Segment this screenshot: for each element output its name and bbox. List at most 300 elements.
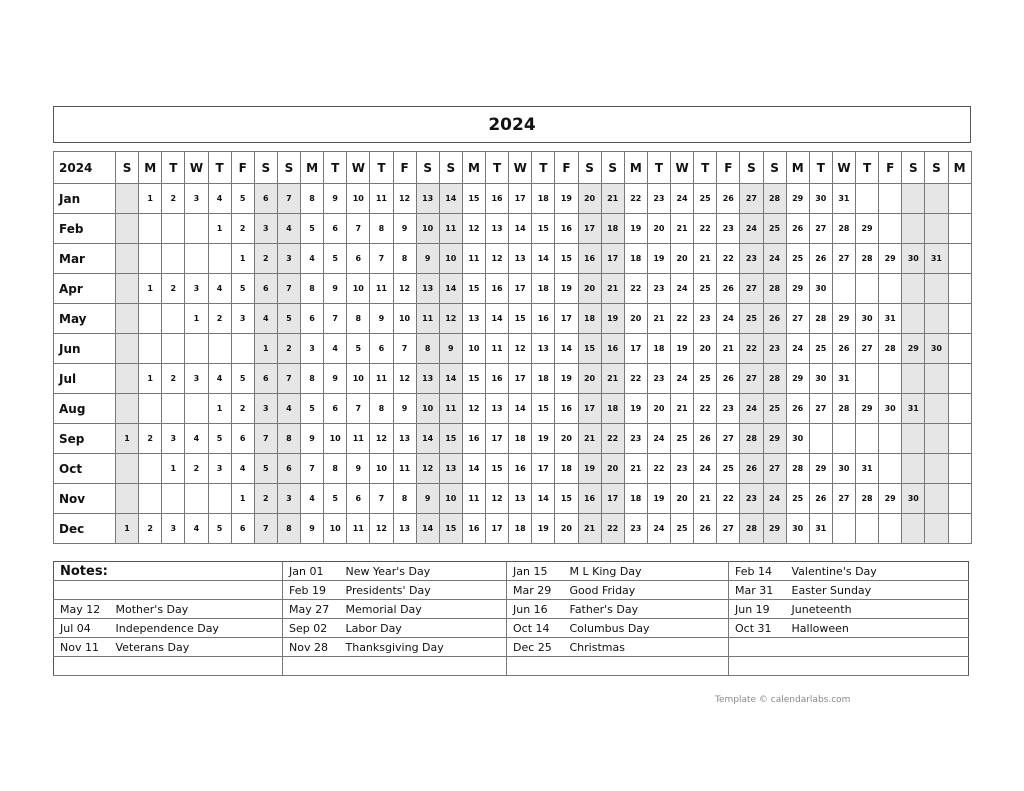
day-cell: 11: [393, 454, 416, 484]
weekday-header: T: [486, 152, 509, 184]
day-cell: 13: [439, 454, 462, 484]
holiday-date: Feb 14: [729, 562, 786, 581]
empty-cell: [902, 424, 925, 454]
day-cell: 19: [647, 484, 670, 514]
day-cell: 22: [694, 214, 717, 244]
day-cell: 20: [647, 394, 670, 424]
day-cell: 5: [301, 394, 324, 424]
day-cell: 15: [555, 484, 578, 514]
empty-note-cell: [786, 638, 969, 657]
day-cell: 11: [347, 514, 370, 544]
day-cell: 24: [763, 244, 786, 274]
day-cell: 4: [277, 394, 300, 424]
day-cell: 3: [208, 454, 231, 484]
day-cell: 19: [555, 364, 578, 394]
day-cell: 23: [624, 424, 647, 454]
holiday-notes-table: [53, 561, 969, 676]
weekday-header: T: [856, 152, 879, 184]
day-cell: 4: [254, 304, 277, 334]
empty-cell: [139, 484, 162, 514]
empty-cell: [139, 454, 162, 484]
day-cell: 11: [347, 424, 370, 454]
day-cell: 6: [277, 454, 300, 484]
empty-cell: [231, 334, 254, 364]
day-cell: 9: [324, 364, 347, 394]
day-cell: 18: [509, 424, 532, 454]
weekday-header: T: [370, 152, 393, 184]
day-cell: 25: [809, 334, 832, 364]
day-cell: 24: [717, 304, 740, 334]
day-cell: 7: [254, 424, 277, 454]
empty-cell: [856, 364, 879, 394]
day-cell: 8: [393, 484, 416, 514]
day-cell: 22: [740, 334, 763, 364]
holiday-name: Independence Day: [110, 619, 283, 638]
weekday-header: W: [832, 152, 855, 184]
day-cell: 29: [786, 184, 809, 214]
day-cell: 3: [301, 334, 324, 364]
weekday-header: S: [902, 152, 925, 184]
weekday-header: T: [324, 152, 347, 184]
day-cell: 27: [717, 424, 740, 454]
day-cell: 16: [532, 304, 555, 334]
day-cell: 8: [393, 244, 416, 274]
day-cell: 25: [694, 274, 717, 304]
empty-cell: [879, 424, 902, 454]
day-cell: 7: [370, 484, 393, 514]
day-cell: 13: [509, 244, 532, 274]
day-cell: 23: [647, 274, 670, 304]
day-cell: 28: [763, 184, 786, 214]
day-cell: 3: [162, 514, 185, 544]
empty-cell: [948, 394, 971, 424]
day-cell: 5: [231, 184, 254, 214]
day-cell: 14: [462, 454, 485, 484]
empty-cell: [948, 364, 971, 394]
empty-cell: [162, 304, 185, 334]
day-cell: 25: [786, 244, 809, 274]
day-cell: 29: [763, 424, 786, 454]
day-cell: 16: [509, 454, 532, 484]
day-cell: 27: [717, 514, 740, 544]
day-cell: 17: [509, 364, 532, 394]
empty-cell: [925, 514, 948, 544]
day-cell: 1: [139, 364, 162, 394]
holiday-name: Father's Day: [564, 600, 729, 619]
day-cell: 23: [740, 244, 763, 274]
empty-cell: [116, 364, 139, 394]
day-cell: 25: [740, 304, 763, 334]
notes-row: [54, 657, 969, 676]
day-cell: 7: [324, 304, 347, 334]
day-cell: 24: [763, 484, 786, 514]
weekday-header: M: [786, 152, 809, 184]
weekday-header: S: [416, 152, 439, 184]
day-cell: 21: [671, 214, 694, 244]
empty-cell: [948, 454, 971, 484]
day-cell: 26: [694, 514, 717, 544]
day-cell: 8: [301, 274, 324, 304]
empty-note-cell: [54, 657, 110, 676]
day-cell: 6: [254, 184, 277, 214]
day-cell: 21: [694, 244, 717, 274]
day-cell: 22: [624, 364, 647, 394]
empty-cell: [162, 394, 185, 424]
day-cell: 1: [231, 244, 254, 274]
day-cell: 2: [277, 334, 300, 364]
day-cell: 24: [694, 454, 717, 484]
day-cell: 1: [231, 484, 254, 514]
empty-cell: [208, 244, 231, 274]
holiday-date: Mar 31: [729, 581, 786, 600]
day-cell: 24: [786, 334, 809, 364]
day-cell: 3: [231, 304, 254, 334]
notes-row: [54, 581, 969, 600]
empty-cell: [208, 484, 231, 514]
day-cell: 12: [393, 184, 416, 214]
day-cell: 21: [624, 454, 647, 484]
day-cell: 14: [509, 394, 532, 424]
day-cell: 16: [486, 274, 509, 304]
day-cell: 4: [277, 214, 300, 244]
day-cell: 3: [185, 364, 208, 394]
day-cell: 29: [902, 334, 925, 364]
day-cell: 11: [370, 184, 393, 214]
day-cell: 11: [370, 274, 393, 304]
day-cell: 25: [763, 394, 786, 424]
day-cell: 25: [694, 364, 717, 394]
day-cell: 16: [601, 334, 624, 364]
empty-cell: [948, 334, 971, 364]
day-cell: 4: [185, 424, 208, 454]
empty-cell: [116, 304, 139, 334]
weekday-header: S: [254, 152, 277, 184]
empty-cell: [856, 514, 879, 544]
day-cell: 18: [578, 304, 601, 334]
empty-cell: [116, 394, 139, 424]
weekday-header: T: [208, 152, 231, 184]
day-cell: 4: [185, 514, 208, 544]
year-calendar-grid: [53, 151, 972, 544]
day-cell: 19: [647, 244, 670, 274]
day-cell: 14: [416, 424, 439, 454]
day-cell: 1: [116, 514, 139, 544]
day-cell: 18: [532, 364, 555, 394]
day-cell: 15: [578, 334, 601, 364]
weekday-header-row: [54, 152, 972, 184]
empty-cell: [925, 184, 948, 214]
day-cell: 11: [462, 244, 485, 274]
weekday-header: W: [671, 152, 694, 184]
day-cell: 28: [786, 454, 809, 484]
day-cell: 15: [532, 394, 555, 424]
day-cell: 6: [324, 394, 347, 424]
empty-cell: [902, 304, 925, 334]
holiday-name: Mother's Day: [110, 600, 283, 619]
day-cell: 7: [277, 274, 300, 304]
holiday-name: Veterans Day: [110, 638, 283, 657]
day-cell: 5: [254, 454, 277, 484]
day-cell: 8: [301, 364, 324, 394]
day-cell: 21: [601, 184, 624, 214]
empty-note-cell: [110, 581, 283, 600]
day-cell: 29: [786, 274, 809, 304]
day-cell: 1: [254, 334, 277, 364]
weekday-header: T: [532, 152, 555, 184]
day-cell: 19: [555, 274, 578, 304]
holiday-date: Mar 29: [507, 581, 564, 600]
weekday-header: F: [393, 152, 416, 184]
day-cell: 21: [578, 424, 601, 454]
holiday-date: Jan 15: [507, 562, 564, 581]
day-cell: 6: [324, 214, 347, 244]
empty-cell: [139, 334, 162, 364]
day-cell: 14: [486, 304, 509, 334]
holiday-date: May 12: [54, 600, 110, 619]
day-cell: 11: [370, 364, 393, 394]
weekday-header: M: [301, 152, 324, 184]
holiday-name: Christmas: [564, 638, 729, 657]
day-cell: 19: [532, 424, 555, 454]
day-cell: 23: [717, 394, 740, 424]
day-cell: 24: [671, 184, 694, 214]
empty-cell: [832, 514, 855, 544]
day-cell: 16: [555, 394, 578, 424]
day-cell: 25: [763, 214, 786, 244]
empty-cell: [925, 424, 948, 454]
notes-row: [54, 562, 969, 581]
day-cell: 26: [786, 214, 809, 244]
day-cell: 17: [555, 304, 578, 334]
day-cell: 3: [277, 484, 300, 514]
day-cell: 22: [671, 304, 694, 334]
day-cell: 17: [601, 484, 624, 514]
day-cell: 13: [393, 514, 416, 544]
day-cell: 22: [694, 394, 717, 424]
holiday-name: Easter Sunday: [786, 581, 969, 600]
day-cell: 30: [902, 484, 925, 514]
day-cell: 10: [462, 334, 485, 364]
day-cell: 1: [139, 184, 162, 214]
day-cell: 24: [740, 394, 763, 424]
day-cell: 11: [439, 214, 462, 244]
holiday-date: Jan 01: [283, 562, 340, 581]
day-cell: 11: [462, 484, 485, 514]
day-cell: 24: [647, 424, 670, 454]
day-cell: 8: [370, 214, 393, 244]
day-cell: 29: [856, 214, 879, 244]
day-cell: 11: [439, 394, 462, 424]
empty-cell: [879, 364, 902, 394]
day-cell: 26: [809, 484, 832, 514]
empty-cell: [902, 214, 925, 244]
day-cell: 10: [324, 424, 347, 454]
day-cell: 10: [416, 394, 439, 424]
day-cell: 20: [671, 244, 694, 274]
empty-cell: [116, 214, 139, 244]
day-cell: 10: [416, 214, 439, 244]
day-cell: 26: [717, 364, 740, 394]
empty-cell: [902, 454, 925, 484]
day-cell: 29: [856, 394, 879, 424]
calendar-title: 2024: [53, 106, 971, 143]
day-cell: 28: [856, 244, 879, 274]
day-cell: 28: [809, 304, 832, 334]
month-label: Jul: [54, 364, 116, 394]
weekday-header: M: [462, 152, 485, 184]
holiday-date: Jun 16: [507, 600, 564, 619]
day-cell: 22: [601, 514, 624, 544]
day-cell: 27: [740, 274, 763, 304]
day-cell: 13: [486, 394, 509, 424]
day-cell: 14: [532, 244, 555, 274]
empty-cell: [116, 334, 139, 364]
day-cell: 20: [671, 484, 694, 514]
month-row-nov: [54, 484, 972, 514]
notes-row: [54, 638, 969, 657]
day-cell: 31: [879, 304, 902, 334]
day-cell: 18: [624, 484, 647, 514]
day-cell: 9: [301, 424, 324, 454]
weekday-header: S: [763, 152, 786, 184]
day-cell: 10: [370, 454, 393, 484]
day-cell: 3: [254, 214, 277, 244]
day-cell: 12: [509, 334, 532, 364]
day-cell: 15: [532, 214, 555, 244]
empty-cell: [185, 394, 208, 424]
day-cell: 19: [624, 214, 647, 244]
empty-cell: [208, 334, 231, 364]
empty-note-cell: [507, 657, 564, 676]
empty-cell: [948, 304, 971, 334]
day-cell: 21: [694, 484, 717, 514]
empty-cell: [185, 244, 208, 274]
empty-cell: [185, 484, 208, 514]
empty-cell: [116, 484, 139, 514]
month-label: Jan: [54, 184, 116, 214]
day-cell: 28: [832, 214, 855, 244]
weekday-header: S: [740, 152, 763, 184]
day-cell: 23: [647, 184, 670, 214]
holiday-name: Labor Day: [340, 619, 507, 638]
empty-cell: [185, 334, 208, 364]
day-cell: 19: [601, 304, 624, 334]
day-cell: 5: [301, 214, 324, 244]
day-cell: 5: [208, 514, 231, 544]
day-cell: 4: [208, 364, 231, 394]
day-cell: 3: [185, 184, 208, 214]
template-credit: Template © calendarlabs.com: [715, 695, 851, 705]
day-cell: 1: [185, 304, 208, 334]
day-cell: 14: [439, 184, 462, 214]
holiday-name: Juneteenth: [786, 600, 969, 619]
day-cell: 17: [509, 184, 532, 214]
day-cell: 12: [486, 484, 509, 514]
day-cell: 27: [740, 364, 763, 394]
day-cell: 21: [717, 334, 740, 364]
day-cell: 30: [856, 304, 879, 334]
day-cell: 20: [694, 334, 717, 364]
day-cell: 30: [809, 274, 832, 304]
day-cell: 31: [809, 514, 832, 544]
day-cell: 10: [347, 274, 370, 304]
day-cell: 9: [370, 304, 393, 334]
empty-cell: [948, 184, 971, 214]
notes-title: Notes:: [54, 562, 283, 581]
day-cell: 13: [462, 304, 485, 334]
day-cell: 5: [231, 274, 254, 304]
empty-cell: [925, 484, 948, 514]
day-cell: 4: [208, 184, 231, 214]
day-cell: 4: [231, 454, 254, 484]
day-cell: 12: [370, 514, 393, 544]
month-row-sep: [54, 424, 972, 454]
day-cell: 1: [208, 214, 231, 244]
empty-note-cell: [110, 657, 283, 676]
day-cell: 9: [416, 244, 439, 274]
day-cell: 29: [879, 244, 902, 274]
empty-note-cell: [54, 581, 110, 600]
empty-cell: [832, 424, 855, 454]
day-cell: 3: [162, 424, 185, 454]
day-cell: 15: [462, 364, 485, 394]
day-cell: 2: [185, 454, 208, 484]
empty-cell: [162, 484, 185, 514]
day-cell: 27: [763, 454, 786, 484]
weekday-header: M: [624, 152, 647, 184]
day-cell: 27: [786, 304, 809, 334]
day-cell: 30: [809, 184, 832, 214]
day-cell: 7: [393, 334, 416, 364]
day-cell: 18: [509, 514, 532, 544]
holiday-date: Sep 02: [283, 619, 340, 638]
empty-note-cell: [786, 657, 969, 676]
holiday-date: Oct 31: [729, 619, 786, 638]
day-cell: 2: [162, 364, 185, 394]
empty-cell: [902, 184, 925, 214]
empty-cell: [809, 424, 832, 454]
day-cell: 3: [185, 274, 208, 304]
month-row-mar: [54, 244, 972, 274]
day-cell: 31: [856, 454, 879, 484]
day-cell: 7: [301, 454, 324, 484]
day-cell: 13: [416, 274, 439, 304]
day-cell: 15: [439, 514, 462, 544]
day-cell: 18: [601, 394, 624, 424]
day-cell: 2: [231, 394, 254, 424]
day-cell: 25: [694, 184, 717, 214]
empty-cell: [925, 364, 948, 394]
month-row-jun: [54, 334, 972, 364]
day-cell: 21: [601, 364, 624, 394]
day-cell: 29: [763, 514, 786, 544]
day-cell: 24: [647, 514, 670, 544]
day-cell: 20: [578, 184, 601, 214]
day-cell: 29: [786, 364, 809, 394]
day-cell: 31: [832, 364, 855, 394]
holiday-name: M L King Day: [564, 562, 729, 581]
empty-cell: [879, 274, 902, 304]
notes-row: [54, 600, 969, 619]
day-cell: 23: [763, 334, 786, 364]
day-cell: 27: [832, 244, 855, 274]
month-label: Dec: [54, 514, 116, 544]
weekday-header: M: [139, 152, 162, 184]
day-cell: 2: [162, 184, 185, 214]
empty-cell: [925, 304, 948, 334]
empty-cell: [856, 184, 879, 214]
day-cell: 28: [740, 514, 763, 544]
